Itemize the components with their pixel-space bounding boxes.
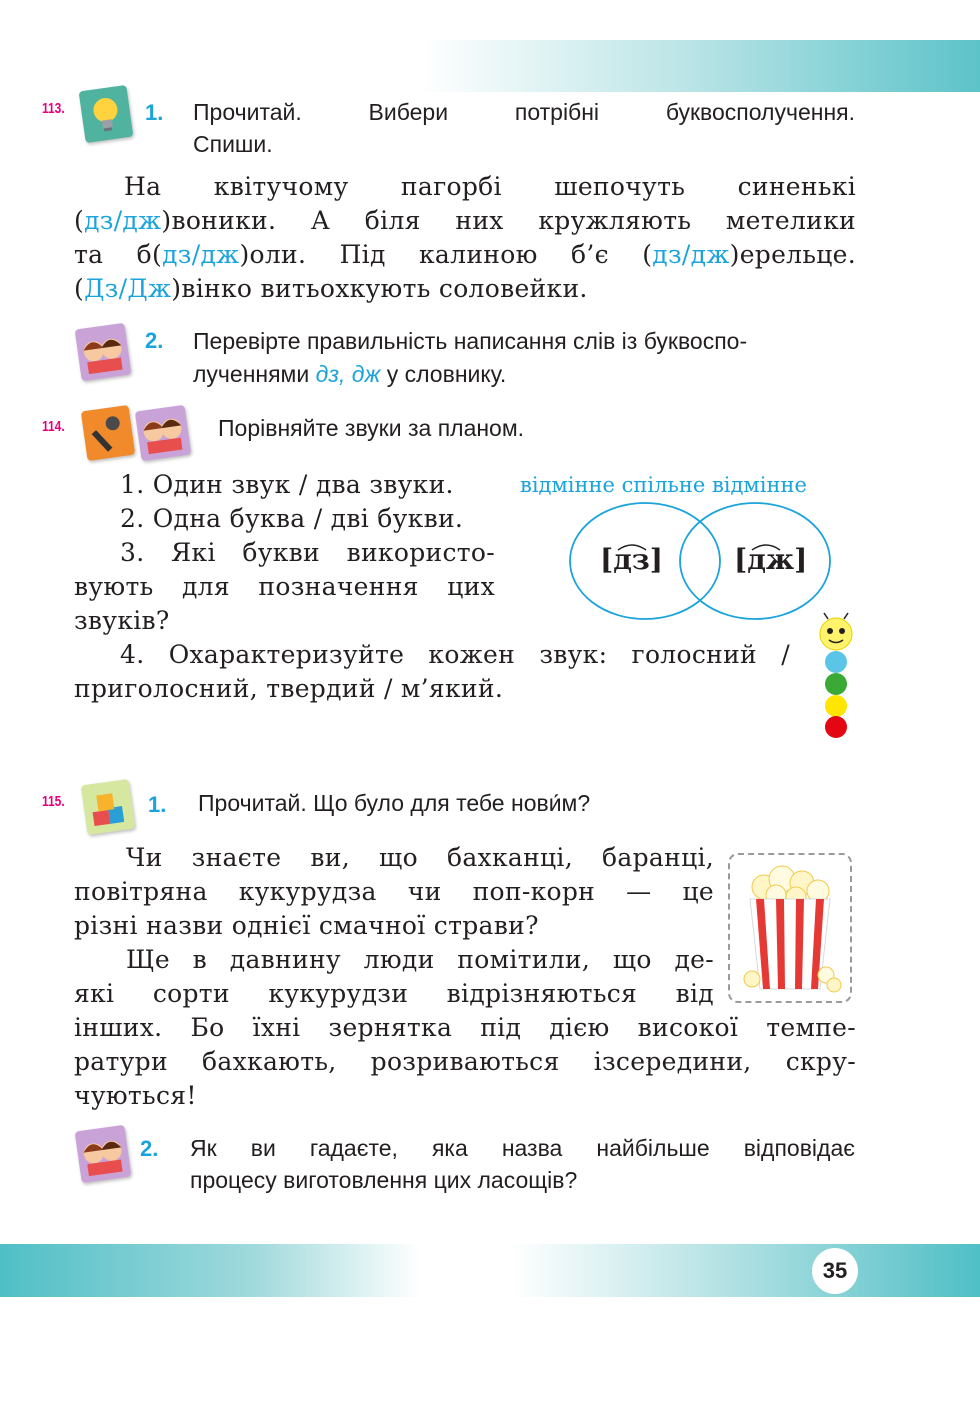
caterpillar-segment [825, 673, 847, 695]
plan-item-1: 1. Один звук / два звуки. [120, 470, 454, 499]
plan-item-3-line2: вують для позначення цих [74, 572, 495, 601]
pair-work-icon [135, 405, 191, 461]
exercise-113-text [74, 170, 856, 306]
microphone-icon [81, 405, 135, 461]
letter-choice: Дз/Дж [84, 274, 172, 303]
venn-labels: відмінне спільне відмінне [520, 473, 807, 497]
exercise-115-number: 115. [42, 793, 65, 810]
para-line: різні назви однієї смачної страви? [74, 911, 539, 940]
para-line: Чи знаєте ви, що бахканці, баранці, [126, 843, 714, 872]
pair-work-icon [75, 323, 132, 381]
task-115-2-number: 2. [140, 1136, 159, 1161]
plan-item-3-line3: звуків? [74, 606, 170, 635]
task-113-1-number: 1. [145, 100, 164, 125]
para-line: Ще в давнину люди помітили, що де- [126, 945, 714, 974]
letter-choice: дз/дж [162, 240, 240, 269]
task-115-1-number: 1. [148, 792, 167, 817]
caterpillar-segment [825, 716, 847, 738]
lightbulb-icon [79, 85, 134, 143]
blocks-icon [81, 779, 135, 835]
plan-item-2: 2. Одна буква / дві букви. [120, 504, 464, 533]
exercise-113-number: 113. [42, 100, 65, 117]
caterpillar-segment [825, 695, 847, 717]
caterpillar-icon [810, 612, 862, 740]
para-line: ратури бахкають, розриваються ізсередини, скру- [74, 1047, 856, 1076]
letter-choice: дз/дж [84, 206, 162, 235]
task-113-2-line1: Перевірте правильність написання слів із буквоспо- [193, 328, 748, 354]
task-113-2-number: 2. [145, 328, 164, 353]
task-115-2-line2: процесу виготовлення цих ласощів? [190, 1167, 578, 1193]
plan-item-3-line1: 3. Які букви використо- [120, 538, 495, 567]
exercise-114-number: 114. [42, 418, 65, 435]
para-line: які сорти кукурудзи відрізняються від [74, 979, 714, 1008]
popcorn-illustration [728, 853, 852, 1003]
task-113-1-line2: Спиши. [193, 131, 273, 157]
task-113-1-line1: Прочитай. Вибери потрібні буквосполучення. [193, 99, 855, 125]
plan-item-4-line2: приголосний, твердий / м’який. [74, 674, 504, 703]
para-line: повітряна кукурудза чи поп-корн — це [74, 877, 714, 906]
para-line: чуються! [74, 1081, 197, 1110]
exercise-114-heading: Порівняйте звуки за планом. [218, 415, 525, 441]
footer-band-left [0, 1244, 420, 1297]
para-line: На квітучому пагорбі шепочуть синенькі [124, 172, 856, 201]
task-115-2-line1: Як ви гадаєте, яка назва найбільше відповідає [190, 1135, 855, 1161]
task-115-1-text: Прочитай. Що було для тебе нови́м? [198, 790, 591, 816]
sound-arcs [610, 540, 810, 552]
para-line: (Дз/Дж)вінко витьохкують соловейки. [74, 274, 588, 303]
venn-left-sound: [дз] [600, 543, 664, 576]
caterpillar-segment [825, 651, 847, 673]
para-line: інших. Бо їхні зернятка під дією високої темпе- [74, 1013, 856, 1042]
para-line: (дз/дж)воники. А біля них кружляють метелики [74, 206, 856, 235]
venn-right-sound: [дж] [734, 543, 808, 576]
task-113-2-line2: лученнями дз, дж у словнику. [193, 361, 507, 387]
page-number: 35 [812, 1248, 858, 1294]
letter-choice: дз/дж [652, 240, 730, 269]
para-line: та б(дз/дж)оли. Під калиною б’є (дз/дж)ерельце. [74, 240, 856, 269]
plan-item-4-line1: 4. Охарактеризуйте кожен звук: голосний / [120, 640, 790, 669]
footer-band-right [510, 1244, 980, 1297]
header-band [420, 40, 980, 92]
pair-work-icon [75, 1125, 132, 1183]
